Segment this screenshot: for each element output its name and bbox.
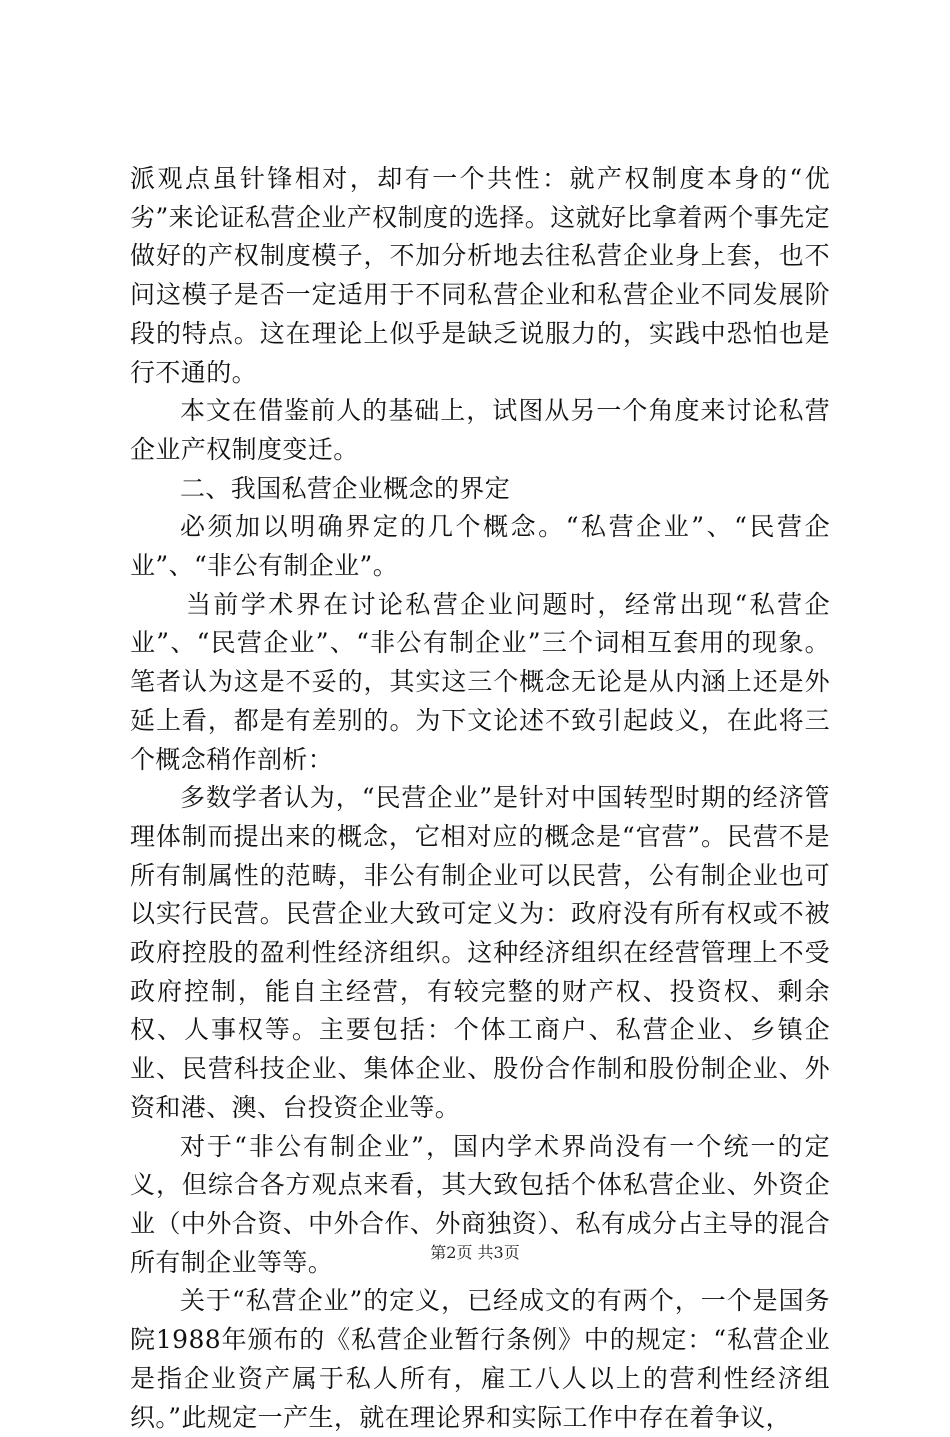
page-footer: 第2页 共3页 bbox=[430, 1243, 520, 1262]
paragraph-academic-usage: 当前学术界在讨论私营企业问题时，经常出现“私营企业”、“民营企业”、“非公有制企业”三个词相互套用的现象。笔者认为这是不妥的，其实这三个概念无论是从内涵上还是外延上看，都是有差别的。为下文论述不致引起歧义，在此将三个概念稍作剖析： bbox=[130, 589, 830, 774]
paragraph-concepts: 必须加以明确界定的几个概念。“私营企业”、“民营企业”、“非公有制企业”。 bbox=[130, 512, 830, 581]
paragraph-intro: 本文在借鉴前人的基础上，试图从另一个角度来讨论私营企业产权制度变迁。 bbox=[130, 396, 830, 464]
paragraph-non-public: 对于“非公有制企业”，国内学术界尚没有一个统一的定义，但综合各方观点来看，其大致包括个体私营企业、外资企业（中外合资、中外合作、外商独资）、私有成分占主导的混合所有制企业等等。 bbox=[130, 1131, 830, 1277]
paragraph-continuation: 派观点虽针锋相对，却有一个共性：就产权制度本身的“优劣”来论证私营企业产权制度的选择。这就好比拿着两个事先定做好的产权制度模子，不加分析地去往私营企业身上套，也不问这模子是否一定适用于不同私营企业和私营企业不同发展阶段的特点。这在理论上似乎是缺乏说服力的，实践中恐怕也是行不通的。 bbox=[130, 164, 830, 387]
section-heading: 二、我国私营企业概念的界定 bbox=[180, 473, 511, 503]
paragraph-private-operated: 多数学者认为，“民营企业”是针对中国转型时期的经济管理体制而提出来的概念，它相对应的概念是“官营”。民营不是所有制属性的范畴，非公有制企业可以民营，公有制企业也可以实行民营。民营企业大致可定义为：政府没有所有权或不被政府控股的盈利性经济组织。这种经济组织在经营管理上不受政府控制，能自主经营，有较完整的财产权、投资权、剩余权、人事权等。主要包括：个体工商户、私营企业、乡镇企业、民营科技企业、集体企业、股份合作制和股份制企业、外资和港、澳、台投资企业等。 bbox=[130, 783, 830, 1122]
paragraph-private-definition: 关于“私营企业”的定义，已经成文的有两个，一个是国务院1988年颁布的《私营企业暂行条例》中的规定：“私营企业是指企业资产属于私人所有，雇工八人以上的营利性经济组织。”此规定一产生，就在理论界和实际工作中存在着争议， bbox=[130, 1286, 830, 1432]
